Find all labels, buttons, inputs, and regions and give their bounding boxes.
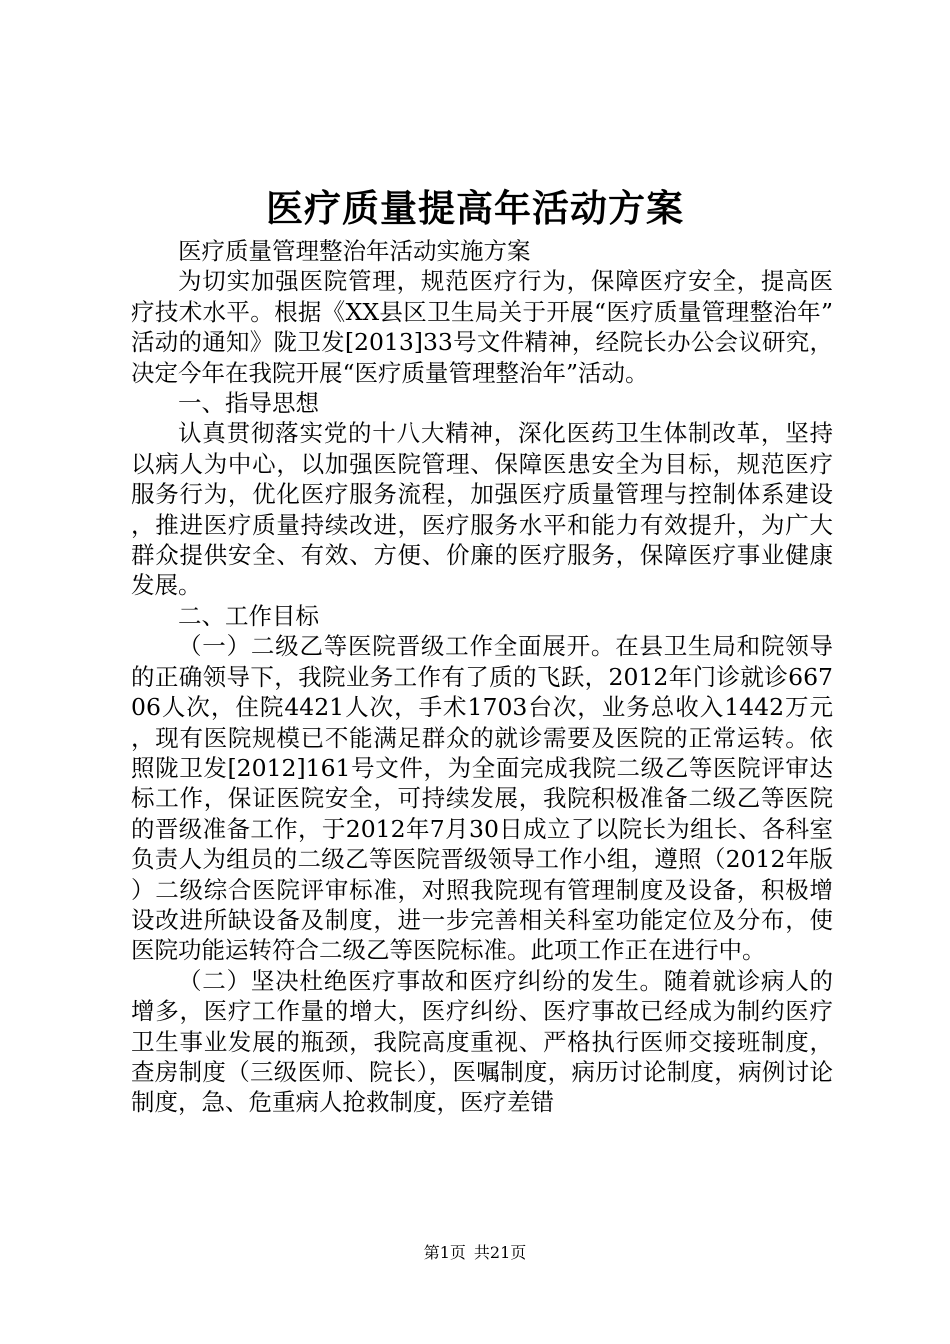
page-total: 共21页 (473, 1243, 527, 1262)
section-heading-work-goals: 二、工作目标 (178, 601, 319, 630)
subtitle-paragraph: 医疗质量管理整治年活动实施方案 (178, 237, 531, 265)
section-heading-guiding-thought: 一、指导思想 (178, 389, 319, 418)
document-title: 医疗质量提高年活动方案 (266, 186, 684, 230)
goal-one-paragraph: （一）二级乙等医院晋级工作全面展开。在县卫生局和院领导的正确领导下，我院业务工作有了质的飞跃，2012年门诊就诊66706人次，住院4421人次，手术1703台次，业务总收入1442万元，现有医院规模已不能满足群众的就诊需要及医院的正常运转。依照陇卫发[2012]161号文件，为全面完成我院二级乙等医院评审达标工作，保证医院安全，可持续发展，我院积极准备二级乙等医院的晋级准备工作，于2012年7月30日成立了以院长为组长、各科室负责人为组员的二级乙等医院晋级领导工作小组，遵照（2012年版）二级综合医院评审标准，对照我院现有管理制度及设备，积极增设改进所缺设备及制度，进一步完善相关科室功能定位及分布，使医院功能运转符合二级乙等医院标准。此项工作正在进行中。 (131, 632, 833, 965)
page-footer (0, 1243, 950, 1263)
goal-two-paragraph: （二）坚决杜绝医疗事故和医疗纠纷的发生。随着就诊病人的增多，医疗工作量的增大，医疗纠纷、医疗事故已经成为制约医疗卫生事业发展的瓶颈，我院高度重视、严格执行医师交接班制度，查房制度（三级医师、院长），医嘱制度，病历讨论制度，病例讨论制度，急、危重病人抢救制度，医疗差错 (131, 966, 833, 1117)
intro-paragraph: 为切实加强医院管理，规范医疗行为，保障医疗安全，提高医疗技术水平。根据《XX县区卫生局关于开展“医疗质量管理整治年”活动的通知》陇卫发[2013]33号文件精神，经院长办公会议研究，决定今年在我院开展“医疗质量管理整治年”活动。 (131, 267, 833, 387)
page-number: 第1页 (423, 1243, 466, 1262)
document-body (131, 236, 833, 1118)
guiding-thought-paragraph: 认真贯彻落实党的十八大精神，深化医药卫生体制改革，坚持以病人为中心，以加强医院管理、保障医患安全为目标，规范医疗服务行为，优化医疗服务流程，加强医疗质量管理与控制体系建设，推进医疗质量持续改进，医疗服务水平和能力有效提升，为广大群众提供安全、有效、方便、价廉的医疗服务，保障医疗事业健康发展。 (131, 419, 833, 600)
